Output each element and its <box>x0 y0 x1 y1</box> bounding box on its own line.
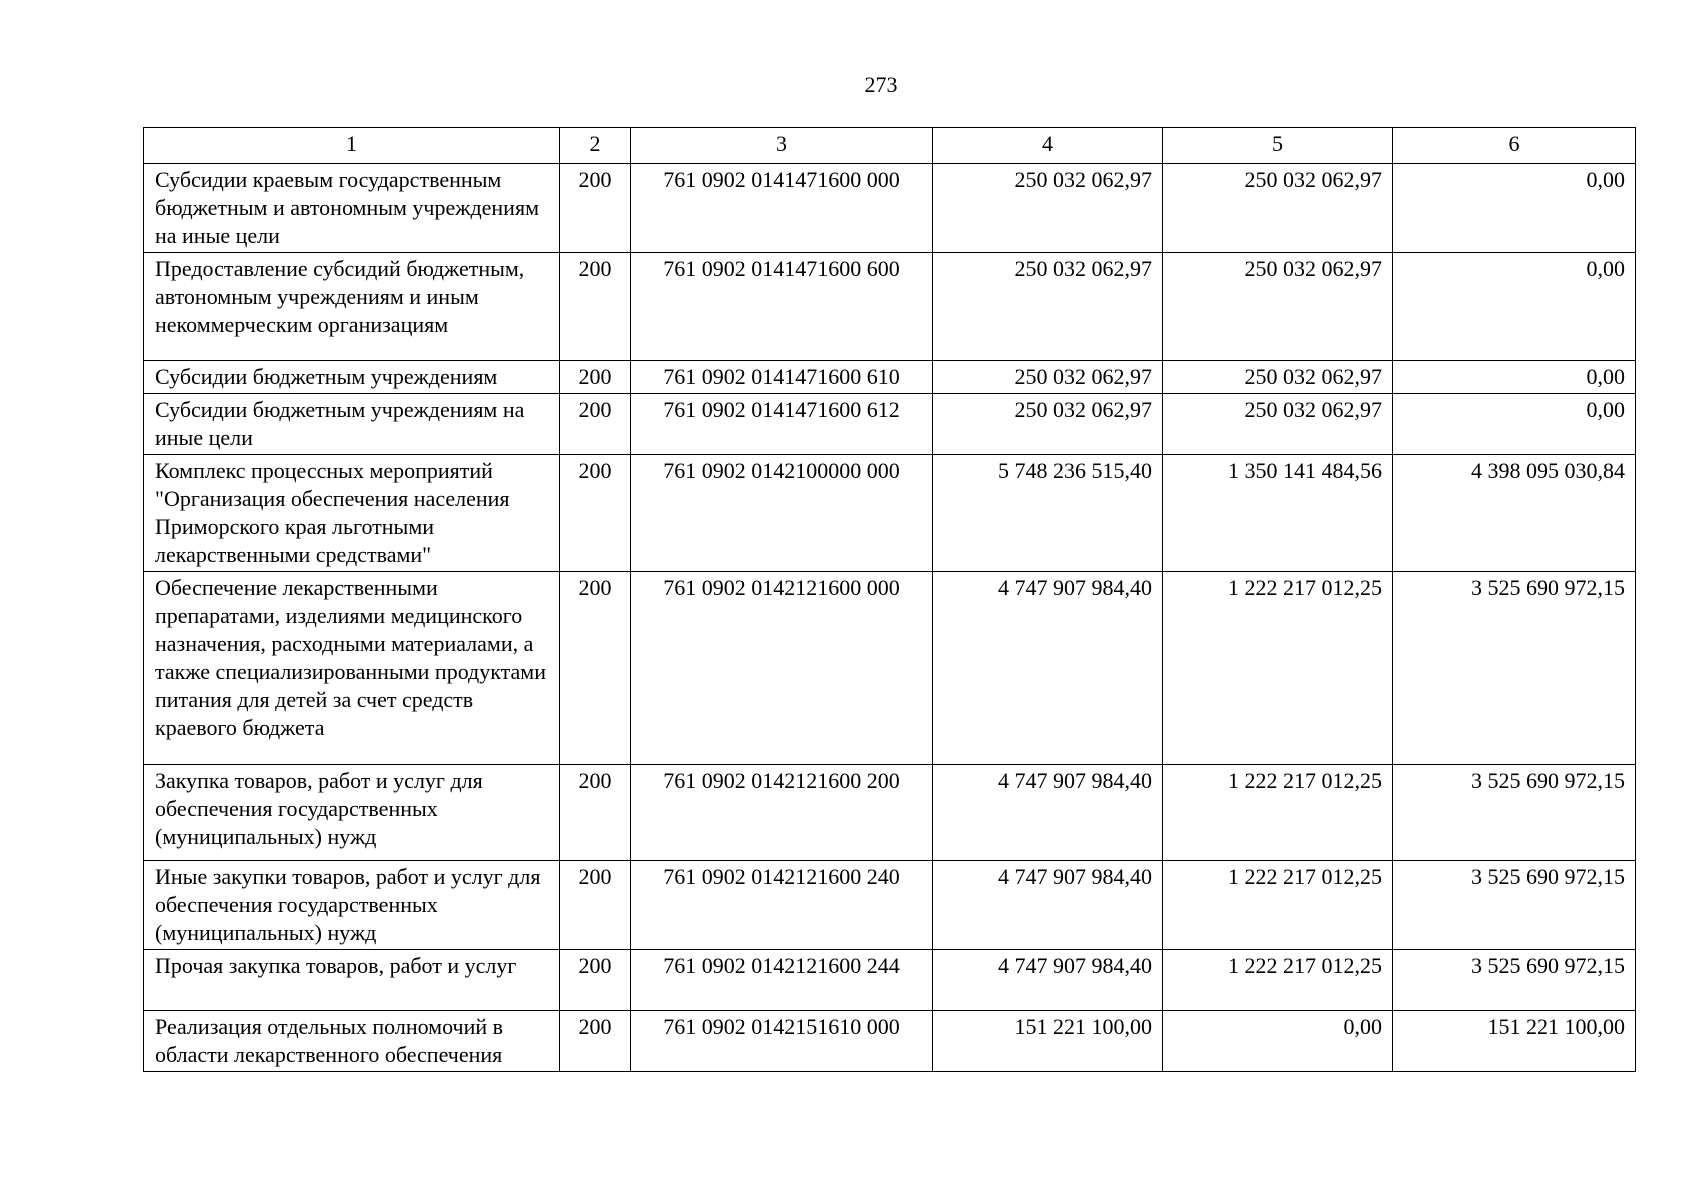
row-col4: 250 032 062,97 <box>933 394 1163 455</box>
row-name: Предоставление субсидий бюджетным, автономным учреждениям и иным некоммерческим организациям <box>144 253 560 361</box>
table-row <box>144 765 1636 861</box>
row-col5: 1 222 217 012,25 <box>1163 861 1393 950</box>
row-col4: 250 032 062,97 <box>933 253 1163 361</box>
row-col6: 3 525 690 972,15 <box>1393 572 1636 765</box>
table-row <box>144 1011 1636 1072</box>
budget-table <box>143 127 1636 1072</box>
row-col4: 250 032 062,97 <box>933 164 1163 253</box>
row-name: Закупка товаров, работ и услуг для обеспечения государственных (муниципальных) нужд <box>144 765 560 861</box>
row-grbs: 200 <box>560 455 631 572</box>
row-grbs: 200 <box>560 572 631 765</box>
row-code: 761 0902 0142121600 244 <box>631 950 933 1011</box>
row-name: Субсидии краевым государственным бюджетным и автономным учреждениям на иные цели <box>144 164 560 253</box>
row-name: Субсидии бюджетным учреждениям на иные цели <box>144 394 560 455</box>
row-col4: 250 032 062,97 <box>933 361 1163 394</box>
row-col5: 1 350 141 484,56 <box>1163 455 1393 572</box>
row-col6: 0,00 <box>1393 361 1636 394</box>
row-col6: 0,00 <box>1393 164 1636 253</box>
table-row <box>144 950 1636 1011</box>
row-col4: 4 747 907 984,40 <box>933 572 1163 765</box>
row-col5: 250 032 062,97 <box>1163 164 1393 253</box>
row-name: Субсидии бюджетным учреждениям <box>144 361 560 394</box>
table-row <box>144 361 1636 394</box>
row-col6: 151 221 100,00 <box>1393 1011 1636 1072</box>
table-row <box>144 253 1636 361</box>
row-name: Обеспечение лекарственными препаратами, изделиями медицинского назначения, расходными материалами, а также специализированными продуктами питания для детей за счет средств краевого бюджета <box>144 572 560 765</box>
row-name: Комплекс процессных мероприятий "Организация обеспечения населения Приморского края льготными лекарственными средствами" <box>144 455 560 572</box>
row-col6: 3 525 690 972,15 <box>1393 950 1636 1011</box>
row-code: 761 0902 0141471600 610 <box>631 361 933 394</box>
column-header-1: 1 <box>144 128 560 164</box>
row-code: 761 0902 0141471600 612 <box>631 394 933 455</box>
row-col4: 151 221 100,00 <box>933 1011 1163 1072</box>
page-number: 273 <box>864 72 898 97</box>
row-grbs: 200 <box>560 253 631 361</box>
table-row <box>144 861 1636 950</box>
row-col5: 250 032 062,97 <box>1163 361 1393 394</box>
row-name: Иные закупки товаров, работ и услуг для обеспечения государственных (муниципальных) нужд <box>144 861 560 950</box>
row-code: 761 0902 0141471600 000 <box>631 164 933 253</box>
row-col5: 0,00 <box>1163 1011 1393 1072</box>
row-code: 761 0902 0142100000 000 <box>631 455 933 572</box>
row-name: Реализация отдельных полномочий в области лекарственного обеспечения <box>144 1011 560 1072</box>
row-grbs: 200 <box>560 1011 631 1072</box>
table-row <box>144 572 1636 765</box>
row-grbs: 200 <box>560 164 631 253</box>
row-col5: 1 222 217 012,25 <box>1163 950 1393 1011</box>
row-grbs: 200 <box>560 861 631 950</box>
row-code: 761 0902 0142121600 000 <box>631 572 933 765</box>
row-col4: 4 747 907 984,40 <box>933 861 1163 950</box>
column-header-4: 4 <box>933 128 1163 164</box>
row-code: 761 0902 0141471600 600 <box>631 253 933 361</box>
row-grbs: 200 <box>560 361 631 394</box>
row-code: 761 0902 0142121600 200 <box>631 765 933 861</box>
row-grbs: 200 <box>560 765 631 861</box>
row-col6: 4 398 095 030,84 <box>1393 455 1636 572</box>
table-row <box>144 164 1636 253</box>
row-grbs: 200 <box>560 950 631 1011</box>
row-col5: 1 222 217 012,25 <box>1163 765 1393 861</box>
row-code: 761 0902 0142121600 240 <box>631 861 933 950</box>
row-col4: 5 748 236 515,40 <box>933 455 1163 572</box>
row-col5: 250 032 062,97 <box>1163 253 1393 361</box>
table-header-row <box>144 128 1636 164</box>
table-row <box>144 455 1636 572</box>
row-col4: 4 747 907 984,40 <box>933 950 1163 1011</box>
column-header-6: 6 <box>1393 128 1636 164</box>
row-col5: 250 032 062,97 <box>1163 394 1393 455</box>
table-row <box>144 394 1636 455</box>
row-col6: 0,00 <box>1393 253 1636 361</box>
row-name: Прочая закупка товаров, работ и услуг <box>144 950 560 1011</box>
row-grbs: 200 <box>560 394 631 455</box>
row-col6: 3 525 690 972,15 <box>1393 861 1636 950</box>
column-header-5: 5 <box>1163 128 1393 164</box>
column-header-2: 2 <box>560 128 631 164</box>
row-code: 761 0902 0142151610 000 <box>631 1011 933 1072</box>
row-col4: 4 747 907 984,40 <box>933 765 1163 861</box>
row-col6: 3 525 690 972,15 <box>1393 765 1636 861</box>
column-header-3: 3 <box>631 128 933 164</box>
row-col6: 0,00 <box>1393 394 1636 455</box>
row-col5: 1 222 217 012,25 <box>1163 572 1393 765</box>
